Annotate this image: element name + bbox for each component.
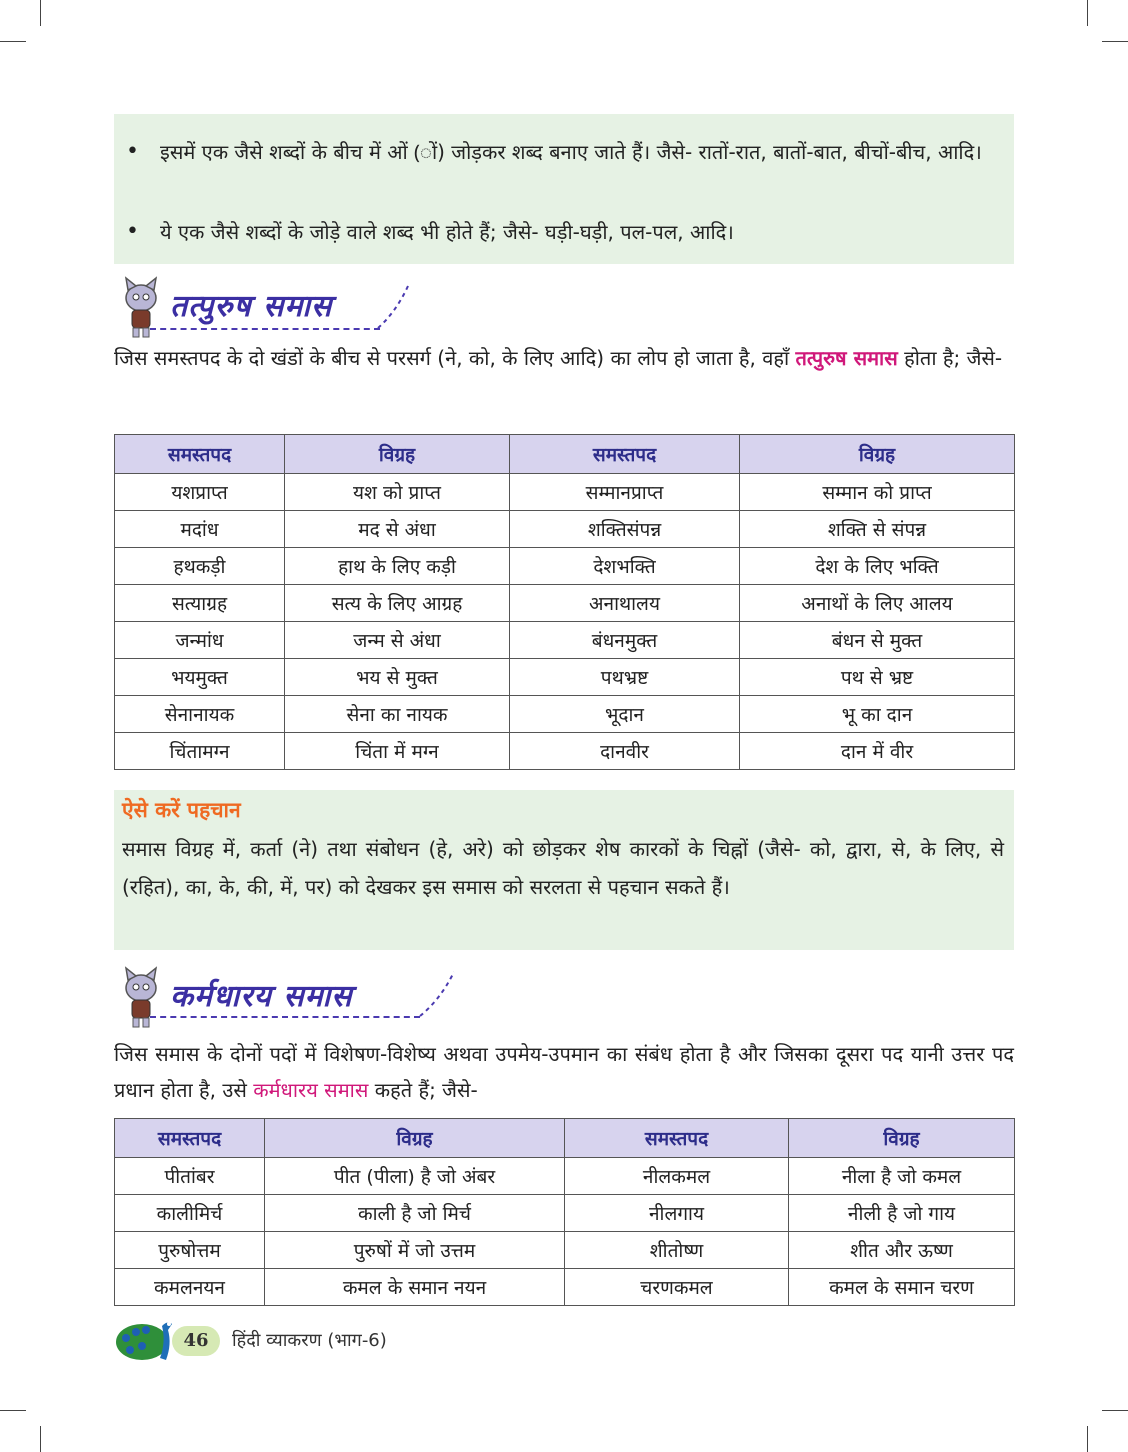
table-cell: कमलनयन xyxy=(115,1269,265,1306)
definition-text: जिस समास के दोनों पदों में विशेषण-विशेष्य अथवा उपमेय-उपमान का संबंध होता है और जिसका दूसरा पद यानी उत्तर पद प्रधान होता है, उसे xyxy=(114,1042,1014,1102)
table-cell: अनाथालय xyxy=(510,585,740,622)
table-row xyxy=(115,696,1015,733)
table-cell: भय से मुक्त xyxy=(285,659,510,696)
table-cell: नीलकमल xyxy=(565,1158,789,1195)
table-cell: दानवीर xyxy=(510,733,740,770)
table-cell: सम्मानप्राप्त xyxy=(510,474,740,511)
table-cell: कालीमिर्च xyxy=(115,1195,265,1232)
table-row xyxy=(115,585,1015,622)
term-highlight: कर्मधारय समास xyxy=(253,1078,369,1102)
table-cell: चिंतामग्न xyxy=(115,733,285,770)
table-cell: शीत और ऊष्ण xyxy=(789,1232,1015,1269)
column-header: समस्तपद xyxy=(565,1119,789,1158)
column-header: विग्रह xyxy=(265,1119,565,1158)
table-cell: काली है जो मिर्च xyxy=(265,1195,565,1232)
table-header-row xyxy=(115,1119,1015,1158)
tatpurush-table xyxy=(114,434,1015,770)
heading-flourish xyxy=(376,282,412,332)
table-cell: देशभक्ति xyxy=(510,548,740,585)
crop-mark xyxy=(1102,41,1128,42)
table-cell: मद से अंधा xyxy=(285,511,510,548)
table-row xyxy=(115,511,1015,548)
crop-mark xyxy=(1102,1410,1128,1411)
table-row xyxy=(115,548,1015,585)
table-cell: अनाथों के लिए आलय xyxy=(740,585,1015,622)
column-header: समस्तपद xyxy=(115,435,285,474)
table-cell: यश को प्राप्त xyxy=(285,474,510,511)
karmadharay-definition xyxy=(114,1036,1014,1108)
table-row xyxy=(115,1269,1015,1306)
table-cell: भू का दान xyxy=(740,696,1015,733)
table-cell: चरणकमल xyxy=(565,1269,789,1306)
table-row xyxy=(115,1195,1015,1232)
table-cell: हथकड़ी xyxy=(115,548,285,585)
column-header: विग्रह xyxy=(285,435,510,474)
table-cell: मदांध xyxy=(115,511,285,548)
table-cell: पुरुषों में जो उत्तम xyxy=(265,1232,565,1269)
table-cell: हाथ के लिए कड़ी xyxy=(285,548,510,585)
crop-mark xyxy=(1087,0,1088,26)
table-cell: शक्तिसंपन्न xyxy=(510,511,740,548)
table-cell: नीला है जो कमल xyxy=(789,1158,1015,1195)
table-cell: नीली है जो गाय xyxy=(789,1195,1015,1232)
table-cell: भूदान xyxy=(510,696,740,733)
table-cell: जन्मांध xyxy=(115,622,285,659)
term-highlight: तत्पुरुष समास xyxy=(795,346,898,370)
heading-underline xyxy=(150,1016,420,1018)
table-cell: सत्याग्रह xyxy=(115,585,285,622)
table-cell: देश के लिए भक्ति xyxy=(740,548,1015,585)
table-cell: कमल के समान नयन xyxy=(265,1269,565,1306)
table-row xyxy=(115,474,1015,511)
table-cell: कमल के समान चरण xyxy=(789,1269,1015,1306)
heading-underline xyxy=(150,328,380,330)
column-header: विग्रह xyxy=(740,435,1015,474)
crop-mark xyxy=(1087,1426,1088,1452)
section-heading: तत्पुरुष समास xyxy=(170,289,333,324)
bullet-item xyxy=(126,212,1004,252)
peacock-icon xyxy=(114,1312,178,1366)
tip-body: समास विग्रह में, कर्ता (ने) तथा संबोधन (हे, अरे) को छोड़कर शेष कारकों के चिह्नों (जैसे- को, द्वारा, से, के लिए, से (रहित), का, के, की, में, पर) को देखकर इस समास को सरलता से पहचान सकते हैं। xyxy=(122,837,1004,899)
table-row xyxy=(115,1232,1015,1269)
table-cell: सम्मान को प्राप्त xyxy=(740,474,1015,511)
table-cell: बंधन से मुक्त xyxy=(740,622,1015,659)
section-heading: कर्मधारय समास xyxy=(170,979,353,1014)
table-cell: पथभ्रष्ट xyxy=(510,659,740,696)
identification-tip-box xyxy=(114,790,1014,950)
bullet-text: ये एक जैसे शब्दों के जोड़े वाले शब्द भी होते हैं; जैसे- घड़ी-घड़ी, पल-पल, आदि। xyxy=(160,220,734,244)
column-header: विग्रह xyxy=(789,1119,1015,1158)
table-cell: नीलगाय xyxy=(565,1195,789,1232)
definition-text: कहते हैं; जैसे- xyxy=(368,1078,478,1102)
definition-text: जिस समस्तपद के दो खंडों के बीच से परसर्ग (ने, को, के लिए आदि) का लोप हो जाता है, वहाँ xyxy=(114,346,796,370)
table-cell: पथ से भ्रष्ट xyxy=(740,659,1015,696)
table-cell: जन्म से अंधा xyxy=(285,622,510,659)
crop-mark xyxy=(0,41,26,42)
table-header-row xyxy=(115,435,1015,474)
column-header: समस्तपद xyxy=(115,1119,265,1158)
bullet-dot: • xyxy=(126,219,139,244)
table-cell: सत्य के लिए आग्रह xyxy=(285,585,510,622)
bullet-dot: • xyxy=(126,139,139,164)
table-cell: पीत (पीला) है जो अंबर xyxy=(265,1158,565,1195)
tatpurush-definition xyxy=(114,340,1014,376)
table-cell: शक्ति से संपन्न xyxy=(740,511,1015,548)
table-cell: शीतोष्ण xyxy=(565,1232,789,1269)
table-cell: पीतांबर xyxy=(115,1158,265,1195)
book-title: हिंदी व्याकरण (भाग-6) xyxy=(232,1330,387,1351)
page-number: 46 xyxy=(172,1326,220,1356)
table-cell: चिंता में मग्न xyxy=(285,733,510,770)
table-cell: सेना का नायक xyxy=(285,696,510,733)
definition-text: होता है; जैसे- xyxy=(897,346,1003,370)
cat-mascot-icon xyxy=(116,966,166,1030)
bullet-box xyxy=(114,114,1014,264)
crop-mark xyxy=(0,1410,26,1411)
table-row xyxy=(115,1158,1015,1195)
table-cell: भयमुक्त xyxy=(115,659,285,696)
table-cell: बंधनमुक्त xyxy=(510,622,740,659)
table-row xyxy=(115,659,1015,696)
heading-flourish xyxy=(418,968,458,1020)
table-cell: यशप्राप्त xyxy=(115,474,285,511)
table-cell: सेनानायक xyxy=(115,696,285,733)
crop-mark xyxy=(40,1426,41,1452)
column-header: समस्तपद xyxy=(510,435,740,474)
crop-mark xyxy=(40,0,41,26)
karmadharay-table xyxy=(114,1118,1015,1306)
table-cell: पुरुषोत्तम xyxy=(115,1232,265,1269)
table-row xyxy=(115,733,1015,770)
table-row xyxy=(115,622,1015,659)
bullet-text: इसमें एक जैसे शब्दों के बीच में ओं (ों) जोड़कर शब्द बनाए जाते हैं। जैसे- रातों-रात, बातों-बात, बीचों-बीच, आदि। xyxy=(160,140,982,164)
bullet-item xyxy=(126,132,1004,172)
tip-title: ऐसे करें पहचान xyxy=(122,798,241,822)
table-cell: दान में वीर xyxy=(740,733,1015,770)
cat-mascot-icon xyxy=(116,276,166,340)
